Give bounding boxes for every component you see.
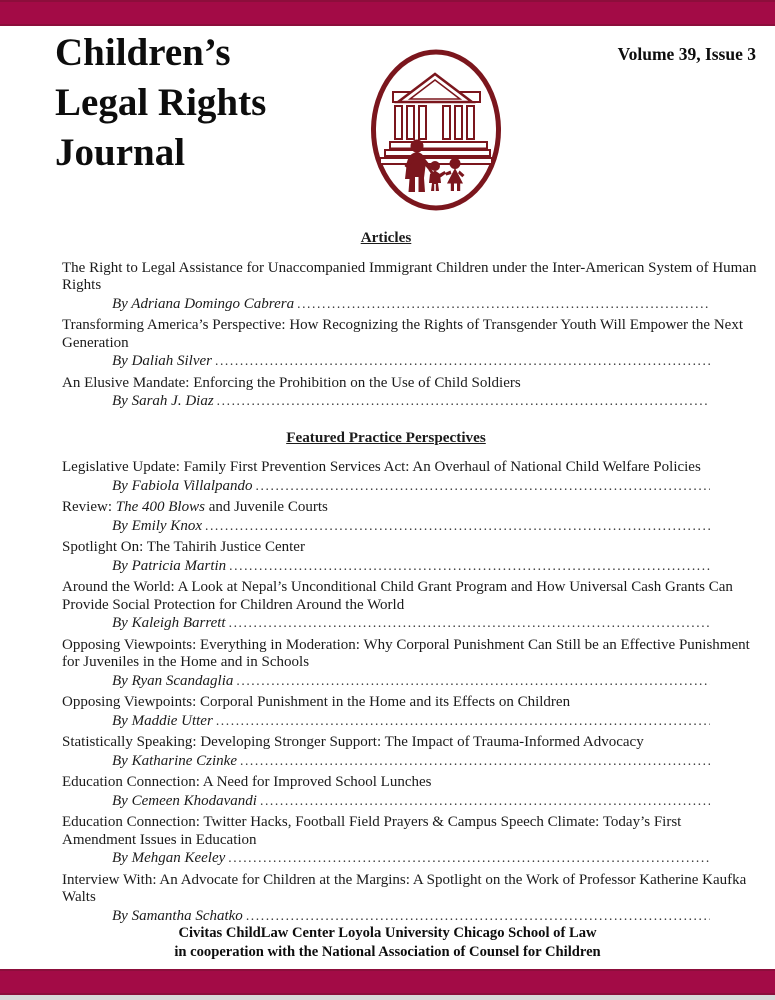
- article-title: [62, 459, 710, 477]
- article-title-text: Education Connection: Twitter Hacks, Football Field Prayers & Campus Speech Climate: Today’s First: [62, 814, 682, 830]
- article-title: [62, 499, 710, 517]
- article-title-text: Amendment Issues in Education: [62, 831, 257, 848]
- toc-entry: [62, 459, 710, 495]
- article-title-text: and Juvenile Courts: [204, 499, 328, 515]
- toc-entry: [62, 734, 710, 770]
- article-byline: [62, 712, 710, 731]
- article-title-text: Statistically Speaking: Developing Stronger Support: The Impact of Trauma-Informed Advocacy: [62, 734, 644, 750]
- article-author: By Sarah J. Diaz: [112, 393, 214, 409]
- journal-title-line: Legal Rights: [55, 81, 267, 124]
- article-title: [62, 694, 710, 712]
- dot-leader: [228, 849, 710, 868]
- article-byline: [62, 392, 710, 411]
- section-heading: Articles: [360, 229, 412, 246]
- toc-entry: [62, 814, 710, 868]
- article-title: [62, 317, 743, 352]
- article-author: By Maddie Utter: [112, 712, 213, 729]
- journal-title-line: Journal: [55, 131, 186, 174]
- article-byline: [62, 907, 710, 926]
- article-author: By Daliah Silver: [112, 353, 212, 369]
- article-author: By Samantha Schatko: [112, 907, 243, 924]
- article-byline: [62, 352, 710, 371]
- article-title: [62, 734, 710, 752]
- article-byline: [62, 477, 710, 496]
- article-byline: [62, 849, 710, 868]
- toc-entry: [62, 871, 747, 926]
- article-title-text: The Right to Legal Assistance for Unaccompanied Immigrant Children under the Inter-American System of Human: [62, 259, 757, 276]
- courthouse-family-logo-icon: [368, 47, 504, 214]
- article-title: [62, 375, 710, 393]
- article-title: [62, 636, 750, 672]
- article-title: [62, 579, 733, 614]
- article-byline: [62, 752, 710, 771]
- article-byline: [62, 792, 710, 811]
- dot-leader: [215, 352, 710, 371]
- top-accent-bar: [0, 0, 775, 26]
- toc-entry: [62, 539, 710, 575]
- article-title-text: Provide Social Protection for Children Around the World: [62, 596, 405, 613]
- article-title: [62, 259, 757, 295]
- publisher-line: Civitas ChildLaw Center Loyola University Chicago School of Law: [178, 925, 597, 941]
- article-byline: [62, 672, 710, 691]
- dot-leader: [205, 517, 710, 536]
- article-title-text: Review:: [62, 499, 116, 515]
- toc-entry: [62, 579, 733, 633]
- article-title: [62, 539, 710, 557]
- dot-leader: [216, 712, 710, 731]
- article-title-text: Rights: [62, 277, 102, 293]
- journal-title: [55, 28, 365, 178]
- article-byline: [62, 614, 710, 633]
- article-byline: [62, 517, 710, 536]
- dot-leader: [229, 614, 710, 633]
- article-author: By Mehgan Keeley: [112, 850, 226, 866]
- article-title-text: Opposing Viewpoints: Everything in Moderation: Why Corporal Punishment Can Still be an Effective Punishment: [62, 636, 750, 653]
- dot-leader: [246, 907, 710, 926]
- dot-leader: [240, 752, 710, 771]
- article-title-text: Education Connection: A Need for Improved School Lunches: [62, 774, 432, 790]
- article-title-text: Spotlight On: The Tahirih Justice Center: [62, 539, 305, 555]
- article-author: By Ryan Scandaglia: [112, 672, 234, 689]
- dot-leader: [229, 557, 710, 576]
- article-title-text: Walts: [62, 889, 96, 905]
- toc-entry: [62, 694, 710, 730]
- article-author: By Patricia Martin: [112, 557, 227, 574]
- article-author: By Fabiola Villalpando: [112, 477, 253, 494]
- dot-leader: [260, 792, 710, 811]
- section-heading: Featured Practice Perspectives: [286, 428, 486, 446]
- article-author: By Adriana Domingo Cabrera: [112, 295, 295, 312]
- toc-entry: [62, 375, 710, 411]
- dot-leader: [256, 477, 710, 496]
- toc-entry: [62, 259, 757, 314]
- article-title-text: Opposing Viewpoints: Corporal Punishment in the Home and its Effects on Children: [62, 694, 571, 710]
- article-title-text: Interview With: An Advocate for Children at the Margins: A Spotlight on the Work of Professor Katherine Kaufka: [62, 871, 747, 888]
- article-byline: [62, 295, 710, 314]
- article-byline: [62, 557, 710, 576]
- article-title-text: Transforming America’s Perspective: How Recognizing the Rights of Transgender Youth Will Empower the Next: [62, 317, 743, 333]
- article-title: [62, 774, 710, 792]
- dot-leader: [217, 392, 710, 411]
- page-edge-shadow: [0, 995, 775, 1000]
- article-title-text: Around the World: A Look at Nepal’s Unconditional Child Grant Program and How Universal Cash Grants Can: [62, 579, 733, 595]
- article-title: [62, 871, 747, 907]
- article-title-text: Legislative Update: Family First Prevention Services Act: An Overhaul of National Child Welfare Policies: [62, 459, 701, 475]
- article-title-text: for Juveniles in the Home and in Schools: [62, 654, 310, 670]
- article-title: [62, 814, 710, 849]
- publisher-line: in cooperation with the National Association of Counsel for Children: [174, 944, 601, 960]
- article-title-text: Generation: [62, 334, 129, 351]
- article-author: By Emily Knox: [112, 517, 202, 534]
- article-author: By Cemeen Khodavandi: [112, 792, 257, 809]
- article-author: By Kaleigh Barrett: [112, 615, 226, 631]
- dot-leader: [236, 672, 710, 691]
- article-author: By Katharine Czinke: [112, 752, 237, 769]
- toc-entry: [62, 499, 710, 535]
- toc-entry: [62, 636, 750, 691]
- journal-title-line: Children’s: [55, 31, 231, 74]
- toc-entry: [62, 317, 743, 371]
- table-of-contents: [62, 229, 757, 929]
- bottom-accent-bar: [0, 969, 775, 995]
- dot-leader: [297, 295, 710, 314]
- publisher-footer: [0, 924, 775, 962]
- volume-issue-label: Volume 39, Issue 3: [617, 44, 756, 64]
- article-title-text: An Elusive Mandate: Enforcing the Prohibition on the Use of Child Soldiers: [62, 374, 521, 391]
- toc-entry: [62, 774, 710, 810]
- article-title-text: The 400 Blows: [115, 499, 205, 515]
